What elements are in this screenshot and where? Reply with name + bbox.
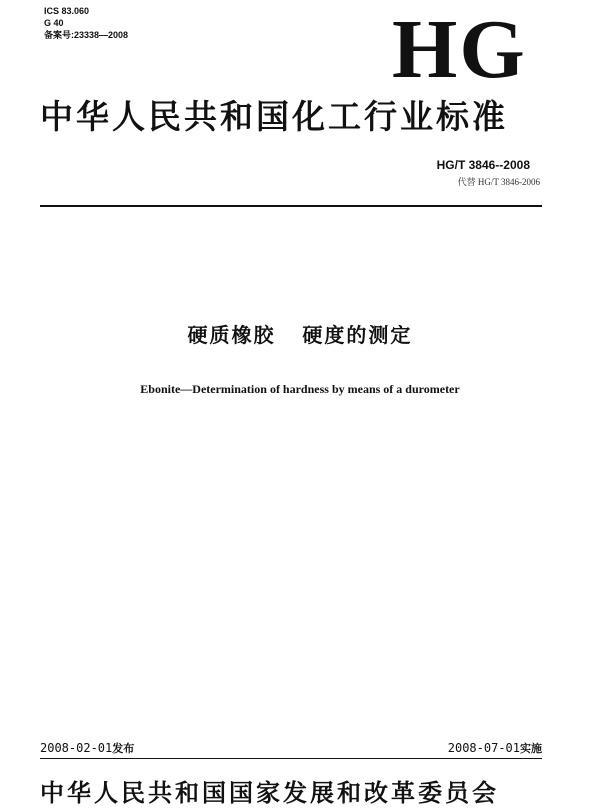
footer-divider bbox=[40, 758, 542, 759]
standard-code: HG/T 3846--2008 bbox=[436, 158, 530, 172]
implementation-label: 实施 bbox=[520, 742, 542, 755]
implementation-date bbox=[448, 740, 542, 757]
hg-logo: HG bbox=[392, 3, 527, 96]
issuing-authority: 中华人民共和国国家发展和改革委员会 bbox=[40, 779, 499, 807]
header-divider bbox=[40, 205, 542, 207]
document-title-en: Ebonite—Determination of hardness by means of a durometer bbox=[140, 382, 460, 396]
standard-category-title: 中华人民共和国化工行业标准 bbox=[40, 97, 508, 136]
ccs-code: G 40 bbox=[44, 18, 64, 28]
implementation-date-value: 2008-07-01 bbox=[447, 741, 520, 755]
ics-code: ICS 83.060 bbox=[44, 6, 90, 16]
document-title-cn: 硬质橡胶 硬度的测定 bbox=[187, 323, 413, 347]
issue-date-value: 2008-02-01 bbox=[40, 741, 113, 755]
filing-number: 备案号:23338—2008 bbox=[44, 30, 129, 40]
issue-label: 发布 bbox=[112, 742, 135, 755]
issue-date bbox=[40, 740, 134, 757]
replaces-standard: 代替 HG/T 3846-2006 bbox=[457, 177, 540, 187]
